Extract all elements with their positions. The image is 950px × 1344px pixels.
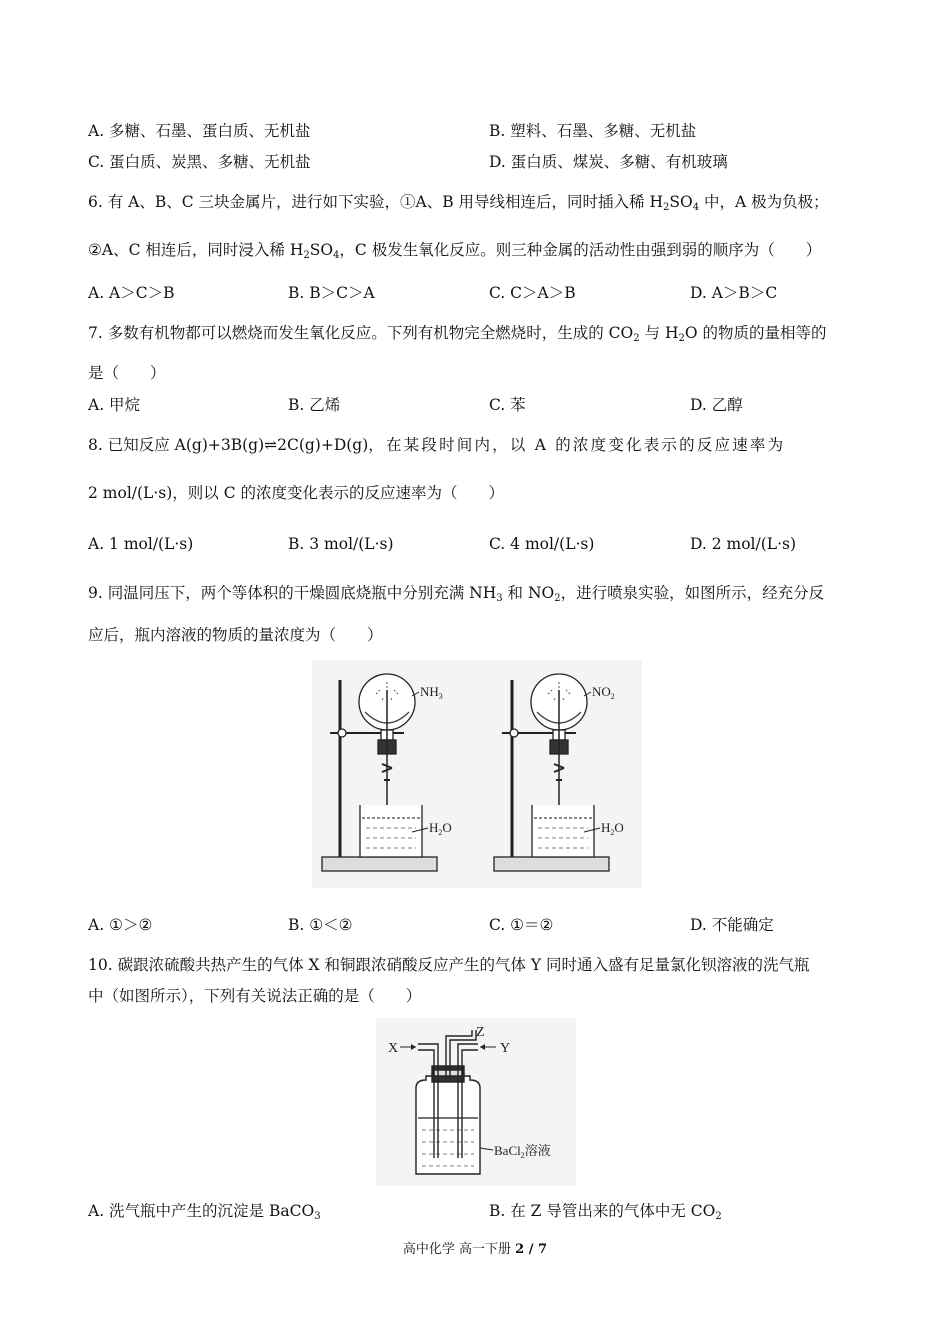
label-water-left: $H_2O$ (429, 820, 452, 837)
beaker-left (360, 805, 422, 857)
bottle-body (416, 1076, 480, 1174)
q6-stem-line1: 6. 有 A、B、C 三块金属片，进行如下实验，①A、B 用导线相连后，同时插入稀 $H_2SO_4$ 中，A 极为负极； (88, 193, 829, 213)
q7-stem-line1: 7. 多数有机物都可以燃烧而发生氧化反应。下列有机物完全燃烧时，生成的 $CO_2$ 与 $H_2O$ 的物质的量相等的 (88, 324, 827, 344)
q7-option-b: B. 乙烯 (288, 396, 341, 414)
q10-stem-line1: 10. 碳跟浓硫酸共热产生的气体 X 和铜跟浓硝酸反应产生的气体 Y 同时通入盛有足量氯化钡溶液的洗气瓶 (88, 956, 810, 974)
q9-option-c: C. ①＝② (489, 916, 554, 934)
q7-option-a: A. 甲烷 (88, 396, 141, 414)
q9-option-a: A. ①＞② (88, 916, 153, 934)
label-z: Z (476, 1025, 485, 1040)
label-x: X (388, 1041, 399, 1056)
q9-fountain-figure (312, 660, 642, 888)
current-page-number: 2 (515, 1242, 525, 1257)
q9-option-b: B. ①＜② (288, 916, 353, 934)
beaker-right (532, 805, 594, 857)
q10-stem-line2: 中（如图所示），下列有关说法正确的是（ ） (88, 987, 422, 1005)
clamp-knob-right (510, 729, 518, 737)
q6-stem-line2: ②A、C 相连后，同时浸入稀 $H_2SO_4$，C 极发生氧化反应。则三种金属的活动性由强到弱的顺序为（ ） (88, 241, 822, 261)
q7-option-c: C. 苯 (489, 396, 526, 414)
q8-option-c: C. 4 mol/(L·s) (489, 535, 595, 553)
q6-option-d: D. A＞B＞C (690, 284, 778, 302)
stand-base-left (322, 857, 437, 871)
q8-option-b: B. 3 mol/(L·s) (288, 535, 394, 553)
q8-equation: A(g)+3B(g)⇌2C(g)+D(g) (174, 436, 369, 454)
q6-option-a: A. A＞C＞B (88, 284, 175, 302)
q8-stem-line1: 8. 已知反应 A(g)+3B(g)⇌2C(g)+D(g)，在某段时间内，以 A 的浓度变化表示的反应速率为 (88, 436, 786, 454)
clamp-knob-left (338, 729, 346, 737)
stand-base-right (494, 857, 609, 871)
q8-stem-line2: 2 mol/(L·s)，则以 C 的浓度变化表示的反应速率为（ ） (88, 484, 504, 502)
q10-option-a: A. 洗气瓶中产生的沉淀是 BaCO$_3$ (88, 1202, 321, 1222)
label-nh3: $NH_3$ (420, 684, 443, 701)
q7-option-d: D. 乙醇 (690, 396, 743, 414)
q10-option-b: B. 在 Z 导管出来的气体中无 $CO_2$ (489, 1202, 722, 1222)
q10-wash-bottle-figure (376, 1018, 576, 1186)
label-bacl2-solution: BaCl$_2$溶液 (494, 1143, 551, 1160)
q5-option-c: C. 蛋白质、炭黑、多糖、无机盐 (88, 153, 311, 171)
q8-option-a: A. 1 mol/(L·s) (88, 535, 194, 553)
q6-option-c: C. C＞A＞B (489, 284, 576, 302)
q7-stem-line2: 是（ ） (88, 364, 166, 382)
q9-option-d: D. 不能确定 (690, 916, 774, 934)
q5-option-b: B. 塑料、石墨、多糖、无机盐 (489, 122, 697, 140)
label-y: Y (500, 1041, 511, 1056)
q5-option-a: A. 多糖、石墨、蛋白质、无机盐 (88, 122, 311, 140)
total-pages: 7 (538, 1242, 548, 1257)
label-water-right: $H_2O$ (601, 820, 624, 837)
page-footer: 高中化学 高一下册 2 / 7 (402, 1242, 548, 1257)
q9-stem-line1: 9. 同温同压下，两个等体积的干燥圆底烧瓶中分别充满 $NH_3$ 和 $NO_2$，进行喷泉实验，如图所示，经充分反 (88, 584, 825, 604)
q8-option-d: D. 2 mol/(L·s) (690, 535, 796, 553)
q6-option-b: B. B＞C＞A (288, 284, 375, 302)
label-no2: $NO_2$ (592, 684, 615, 701)
q9-stem-line2: 应后，瓶内溶液的物质的量浓度为（ ） (88, 626, 383, 644)
q5-option-d: D. 蛋白质、煤炭、多糖、有机玻璃 (489, 153, 728, 171)
